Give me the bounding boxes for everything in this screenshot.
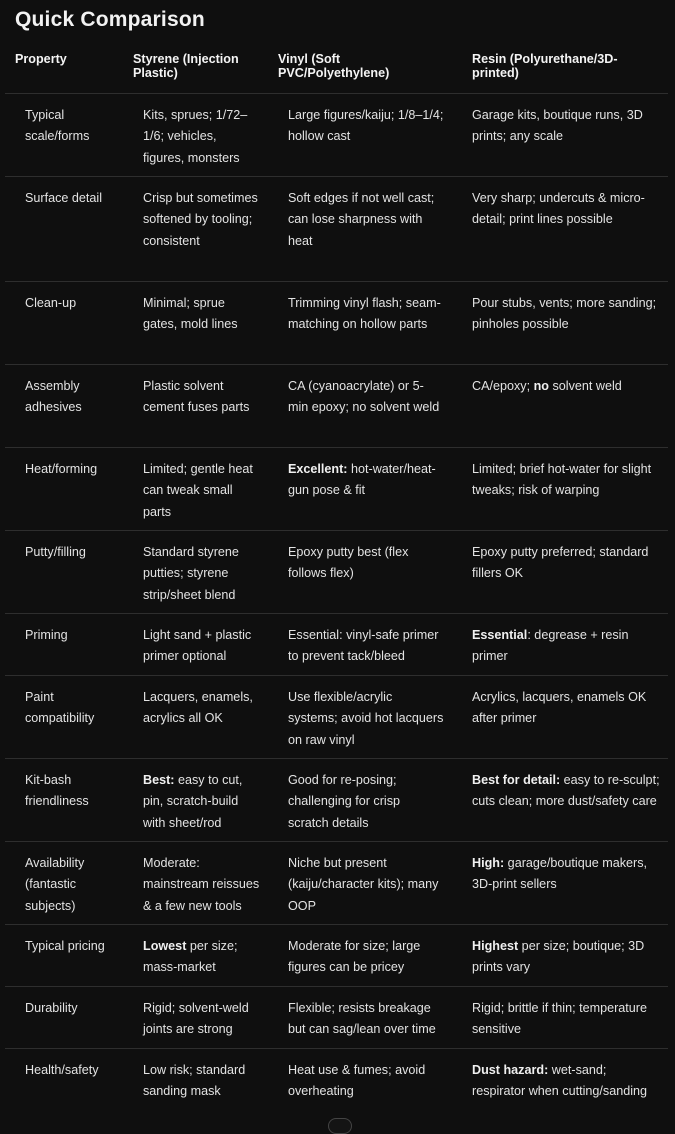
- bold-text: Best:: [143, 772, 175, 787]
- table-row: [5, 530, 668, 613]
- text: Moderate for size; large figures can be pricey: [288, 938, 421, 975]
- text: Rigid; solvent-weld joints are strong: [143, 1000, 249, 1037]
- table-row: [5, 758, 668, 841]
- text: Pour stubs, vents; more sanding; pinholes possible: [472, 295, 657, 332]
- text: Limited; gentle heat can tweak small parts: [143, 461, 253, 520]
- bold-text: Lowest: [143, 938, 187, 953]
- cell-property: Typical pricing: [25, 938, 105, 953]
- text: garage/boutique makers, 3D-print sellers: [472, 855, 648, 892]
- cell-resin: [452, 758, 668, 841]
- text: Niche but present (kaiju/character kits); many OOP: [288, 855, 439, 914]
- text: CA/epoxy;: [472, 378, 534, 393]
- text: Garage kits, boutique runs, 3D prints; any scale: [472, 107, 643, 144]
- text: Crisp but sometimes softened by tooling; consistent: [143, 190, 258, 249]
- table-row: [5, 924, 668, 986]
- cell-styrene: [123, 613, 268, 675]
- table-row: [5, 675, 668, 758]
- cell-resin: [452, 447, 668, 530]
- cell-resin: [452, 364, 668, 447]
- cell-styrene: [123, 986, 268, 1048]
- text: Kits, sprues; 1/72–1/6; vehicles, figures, monsters: [143, 107, 248, 166]
- text: Very sharp; undercuts & micro-detail; print lines possible: [472, 190, 645, 227]
- text: Light sand + plastic primer optional: [143, 627, 252, 664]
- text: Minimal; sprue gates, mold lines: [143, 295, 238, 332]
- cell-vinyl: [268, 924, 452, 986]
- cell-resin: [452, 281, 668, 364]
- comparison-table: [5, 48, 668, 1110]
- text: hot-water/heat-gun pose & fit: [288, 461, 436, 498]
- text: Acrylics, lacquers, enamels OK after primer: [472, 689, 647, 726]
- cell-property: Durability: [25, 1000, 78, 1015]
- text: Heat use & fumes; avoid overheating: [288, 1062, 426, 1099]
- cell-styrene: [123, 758, 268, 841]
- bold-text: Essential: [472, 627, 528, 642]
- cell-vinyl: [268, 758, 452, 841]
- bold-text: no: [533, 378, 549, 393]
- cell-vinyl: [268, 675, 452, 758]
- cell-styrene: [123, 364, 268, 447]
- text: solvent weld: [549, 378, 622, 393]
- table-row: [5, 613, 668, 675]
- cell-vinyl: [268, 986, 452, 1048]
- cell-property: Kit-bash friendliness: [25, 772, 89, 809]
- cell-vinyl: [268, 93, 452, 176]
- text: Flexible; resists breakage but can sag/lean over time: [288, 1000, 436, 1037]
- cell-resin: [452, 841, 668, 924]
- cell-vinyl: [268, 447, 452, 530]
- text: : degrease + resin primer: [472, 627, 629, 664]
- header-property: Property: [15, 52, 67, 66]
- text: Soft edges if not well cast; can lose sharpness with heat: [288, 190, 435, 249]
- cell-styrene: [123, 675, 268, 758]
- cell-property: Putty/filling: [25, 544, 86, 559]
- table-row: [5, 986, 668, 1048]
- text: Plastic solvent cement fuses parts: [143, 378, 250, 415]
- cell-resin: [452, 530, 668, 613]
- bold-text: High:: [472, 855, 505, 870]
- text: per size; boutique; 3D prints vary: [472, 938, 645, 975]
- cell-property: Surface detail: [25, 190, 103, 205]
- cell-property: Availability (fantastic subjects): [25, 855, 85, 914]
- header-resin: Resin (Polyurethane/3D-printed): [472, 52, 618, 80]
- text: Trimming vinyl flash; seam-matching on hollow parts: [288, 295, 441, 332]
- text: Large figures/kaiju; 1/8–1/4; hollow cast: [288, 107, 444, 144]
- cell-vinyl: [268, 281, 452, 364]
- table-row: [5, 281, 668, 364]
- text: easy to cut, pin, scratch-build with sheet/rod: [143, 772, 243, 831]
- table-row: [5, 176, 668, 281]
- table-row: [5, 364, 668, 447]
- text: Epoxy putty best (flex follows flex): [288, 544, 409, 581]
- text: Epoxy putty preferred; standard fillers OK: [472, 544, 649, 581]
- table-row: [5, 447, 668, 530]
- text: Essential: vinyl-safe primer to prevent tack/bleed: [288, 627, 439, 664]
- text: Use flexible/acrylic systems; avoid hot lacquers on raw vinyl: [288, 689, 444, 748]
- table-row: [5, 841, 668, 924]
- text: CA (cyanoacrylate) or 5-min epoxy; no solvent weld: [288, 378, 440, 415]
- text: per size; mass-market: [143, 938, 238, 975]
- cell-styrene: [123, 447, 268, 530]
- cell-resin: [452, 924, 668, 986]
- cell-property: Typical scale/forms: [25, 107, 90, 144]
- bold-text: Highest: [472, 938, 519, 953]
- cell-vinyl: [268, 613, 452, 675]
- text: Limited; brief hot-water for slight tweaks; risk of warping: [472, 461, 652, 498]
- table-row: [5, 1048, 668, 1110]
- bold-text: Dust hazard:: [472, 1062, 549, 1077]
- cell-property: Heat/forming: [25, 461, 98, 476]
- page-title: Quick Comparison: [15, 8, 205, 31]
- text: wet-sand; respirator when cutting/sanding: [472, 1062, 648, 1099]
- cell-styrene: [123, 93, 268, 176]
- cell-resin: [452, 613, 668, 675]
- cell-styrene: [123, 281, 268, 364]
- cell-vinyl: [268, 1048, 452, 1110]
- cell-styrene: [123, 924, 268, 986]
- header-vinyl: Vinyl (Soft PVC/Polyethylene): [278, 52, 390, 80]
- table-row: [5, 93, 668, 176]
- header-styrene: Styrene (Injection Plastic): [133, 52, 239, 80]
- cell-styrene: [123, 530, 268, 613]
- bold-text: Best for detail:: [472, 772, 561, 787]
- cell-resin: [452, 1048, 668, 1110]
- text: Rigid; brittle if thin; temperature sensitive: [472, 1000, 647, 1037]
- cell-resin: [452, 176, 668, 281]
- cell-property: Priming: [25, 627, 68, 642]
- table-header-row: [5, 48, 668, 93]
- cell-vinyl: [268, 841, 452, 924]
- cell-styrene: [123, 1048, 268, 1110]
- cell-vinyl: [268, 530, 452, 613]
- bold-text: Excellent:: [288, 461, 348, 476]
- cell-vinyl: [268, 364, 452, 447]
- cell-vinyl: [268, 176, 452, 281]
- text: Standard styrene putties; styrene strip/sheet blend: [143, 544, 239, 603]
- cell-resin: [452, 986, 668, 1048]
- cell-styrene: [123, 176, 268, 281]
- text: Moderate: mainstream reissues & a few new tools: [143, 855, 260, 914]
- text: Lacquers, enamels, acrylics all OK: [143, 689, 253, 726]
- cell-resin: [452, 675, 668, 758]
- text: Good for re-posing; challenging for crisp scratch details: [288, 772, 401, 831]
- cell-property: Paint compatibility: [25, 689, 95, 726]
- scroll-to-bottom-button[interactable]: [328, 1118, 352, 1134]
- text: easy to re-sculpt; cuts clean; more dust/safety care: [472, 772, 660, 809]
- cell-property: Assembly adhesives: [25, 378, 82, 415]
- cell-resin: [452, 93, 668, 176]
- cell-property: Clean-up: [25, 295, 77, 310]
- cell-property: Health/safety: [25, 1062, 99, 1077]
- cell-styrene: [123, 841, 268, 924]
- table-body: [5, 93, 668, 1110]
- text: Low risk; standard sanding mask: [143, 1062, 246, 1099]
